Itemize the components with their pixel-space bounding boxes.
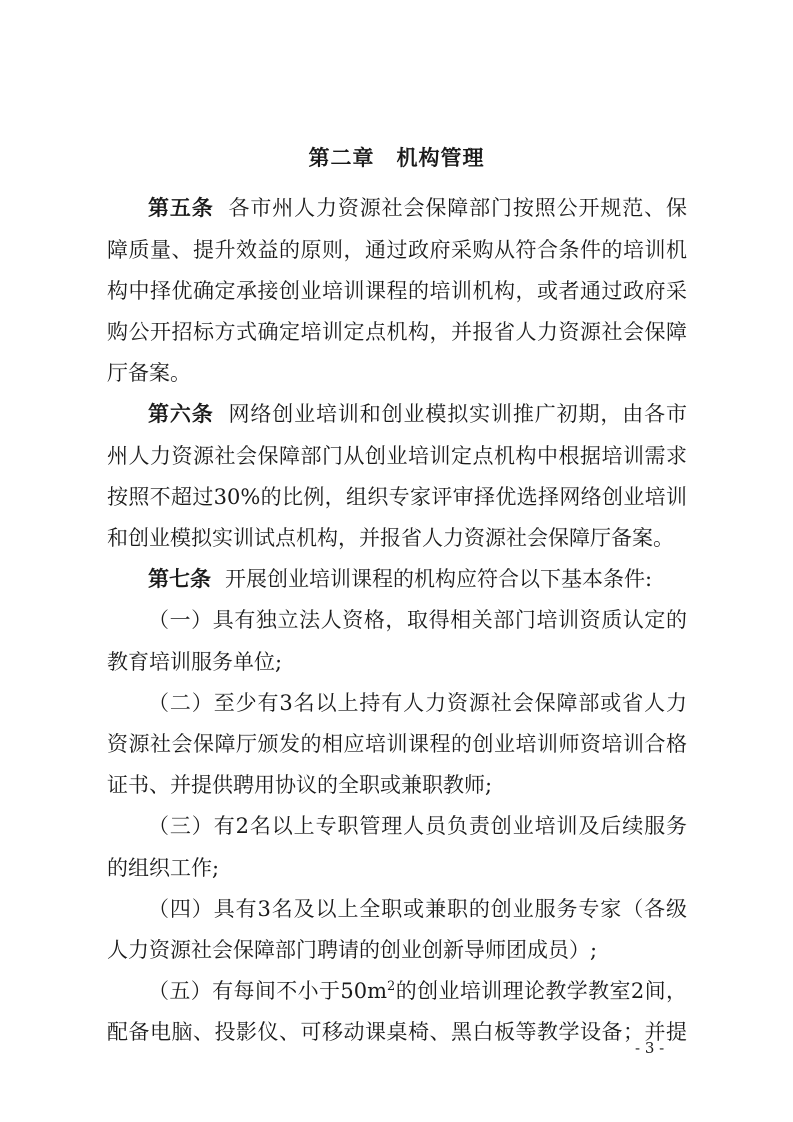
item-1-line-2: 教育培训服务单位; (107, 650, 283, 674)
item-5-line-1: （五）有每间不小于$50m^2$的创业培训理论教学教室2间， (148, 979, 687, 1003)
item-2-line-2: 资源社会保障厅颁发的相应培训课程的创业培训师资培训合格 (107, 732, 687, 756)
article-5-line-2: 障质量、提升效益的原则，通过政府采购从符合条件的培训机 (107, 238, 687, 262)
chapter-heading (0, 142, 793, 172)
article-6-line-2: 州人力资源社会保障部门从创业培训定点机构中根据培训需求 (107, 444, 687, 468)
article-5-label: 第五条 (148, 196, 214, 220)
area-superscript: 2 (387, 979, 396, 994)
article-6-line-1: 第六条 网络创业培训和创业模拟实训推广初期，由各市 (148, 402, 687, 426)
article-5-line-3: 构中择优确定承接创业培训课程的培训机构，或者通过政府采 (107, 279, 687, 303)
article-5-line-5: 厅备案。 (107, 361, 191, 385)
area-unit: 50m (340, 979, 388, 1003)
item-3-line-1: （三）有2名以上专职管理人员负责创业培训及后续服务 (148, 814, 687, 838)
item-2-line-3: 证书、并提供聘用协议的全职或兼职教师; (107, 773, 493, 797)
chapter-title: 机构管理 (396, 146, 485, 170)
chapter-number: 第二章 (308, 146, 375, 170)
article-5-line-1: 第五条 各市州人力资源社会保障部门按照公开规范、保 (148, 196, 687, 220)
item-3-line-2: 的组织工作; (107, 856, 220, 880)
item-4-line-2: 人力资源社会保障部门聘请的创业创新导师团成员）; (107, 938, 598, 962)
item-4-line-1: （四）具有3名及以上全职或兼职的创业服务专家（各级 (148, 897, 687, 921)
article-6-line-4: 和创业模拟实训试点机构，并报省人力资源社会保障厅备案。 (107, 526, 674, 550)
article-7-label: 第七条 (148, 567, 211, 591)
page-number: - 3 - (635, 1039, 665, 1057)
item-1-line-1: （一）具有独立法人资格，取得相关部门培训资质认定的 (148, 608, 687, 632)
article-7-intro: 开展创业培训课程的机构应符合以下基本条件: (225, 567, 653, 591)
article-5-line-4: 购公开招标方式确定培训定点机构，并报省人力资源社会保障 (107, 320, 687, 344)
item-2-line-1: （二）至少有3名以上持有人力资源社会保障部或省人力 (148, 691, 687, 715)
article-7-line-1 (148, 565, 687, 593)
item-5-line-2: 配备电脑、投影仪、可移动课桌椅、黑白板等教学设备；并提 (107, 1020, 687, 1044)
article-6-label: 第六条 (148, 402, 214, 426)
article-6-line-3: 按照不超过30%的比例，组织专家评审择优选择网络创业培训 (107, 485, 687, 509)
